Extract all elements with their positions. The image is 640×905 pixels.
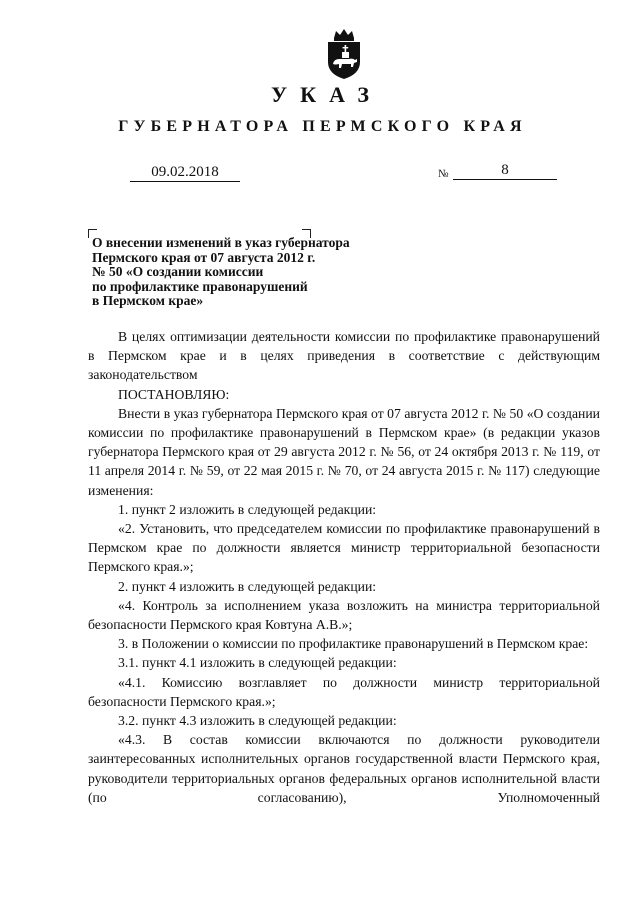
paragraph: «4.1. Комиссию возглавляет по должности министр территориальной безопасности Пермского края.»;	[88, 674, 600, 709]
heading-line: в Пермском крае»	[92, 293, 204, 309]
number-label: №	[438, 168, 449, 180]
paragraph: 3.2. пункт 4.3 изложить в следующей редакции:	[118, 713, 397, 729]
document-number: 8	[453, 161, 557, 180]
paragraph: 2. пункт 4 изложить в следующей редакции:	[118, 578, 377, 594]
document-body	[88, 327, 600, 807]
paragraph: В целях оптимизации деятельности комиссии по профилактике правонарушений в Пермском крае и в целях приведения в соответствие с действующим законодательством	[88, 329, 600, 383]
paragraph: 3.1. пункт 4.1 изложить в следующей редакции:	[118, 655, 397, 671]
heading-line: О внесении изменений в указ губернатора	[92, 235, 350, 250]
heading-line: Пермского края от 07 августа 2012 г.	[92, 249, 316, 265]
paragraph: 1. пункт 2 изложить в следующей редакции:	[118, 501, 377, 517]
paragraph: «4.3. В состав комиссии включаются по должности руководители заинтересованных исполнительных органов государственной власти Пермского края, руководители территориальных органов федеральных органов исполнительной власти (по согласованию), Уполномоченный	[88, 732, 600, 805]
paragraph: Внести в указ губернатора Пермского края от 07 августа 2012 г. № 50 «О создании комиссии по профилактике правонарушений в Пермском крае» (в редакции указов губернатора Пермского края от 29 августа 2012 г. № 56, от 24 октября 2013 г. № 119, от 11 апреля 2014 г. № 59, от 22 мая 2015 г. № 70, от 24 августа 2015 г. № 117) следующие изменения:	[88, 405, 600, 498]
document-subtitle: ГУБЕРНАТОРА ПЕРМСКОГО КРАЯ	[118, 118, 527, 135]
heading-line: по профилактике правонарушений	[92, 278, 308, 294]
resolution-word: ПОСТАНОВЛЯЮ:	[118, 386, 230, 402]
document-title: УКАЗ	[270, 82, 383, 107]
document-date: 09.02.2018	[130, 163, 240, 182]
paragraph: 3. в Положении о комиссии по профилактике правонарушений в Пермском крае:	[118, 636, 589, 652]
heading-line: № 50 «О создании комиссии	[92, 264, 264, 280]
paragraph: «2. Установить, что председателем комиссии по профилактике правонарушений в Пермском крае по должности является министр территориальной безопасности Пермского края.»;	[88, 521, 600, 575]
decree-heading	[92, 236, 412, 309]
paragraph: «4. Контроль за исполнением указа возложить на министра территориальной безопасности Пермского края Ковтуна А.В.»;	[88, 597, 600, 633]
coat-of-arms-icon	[322, 28, 366, 80]
